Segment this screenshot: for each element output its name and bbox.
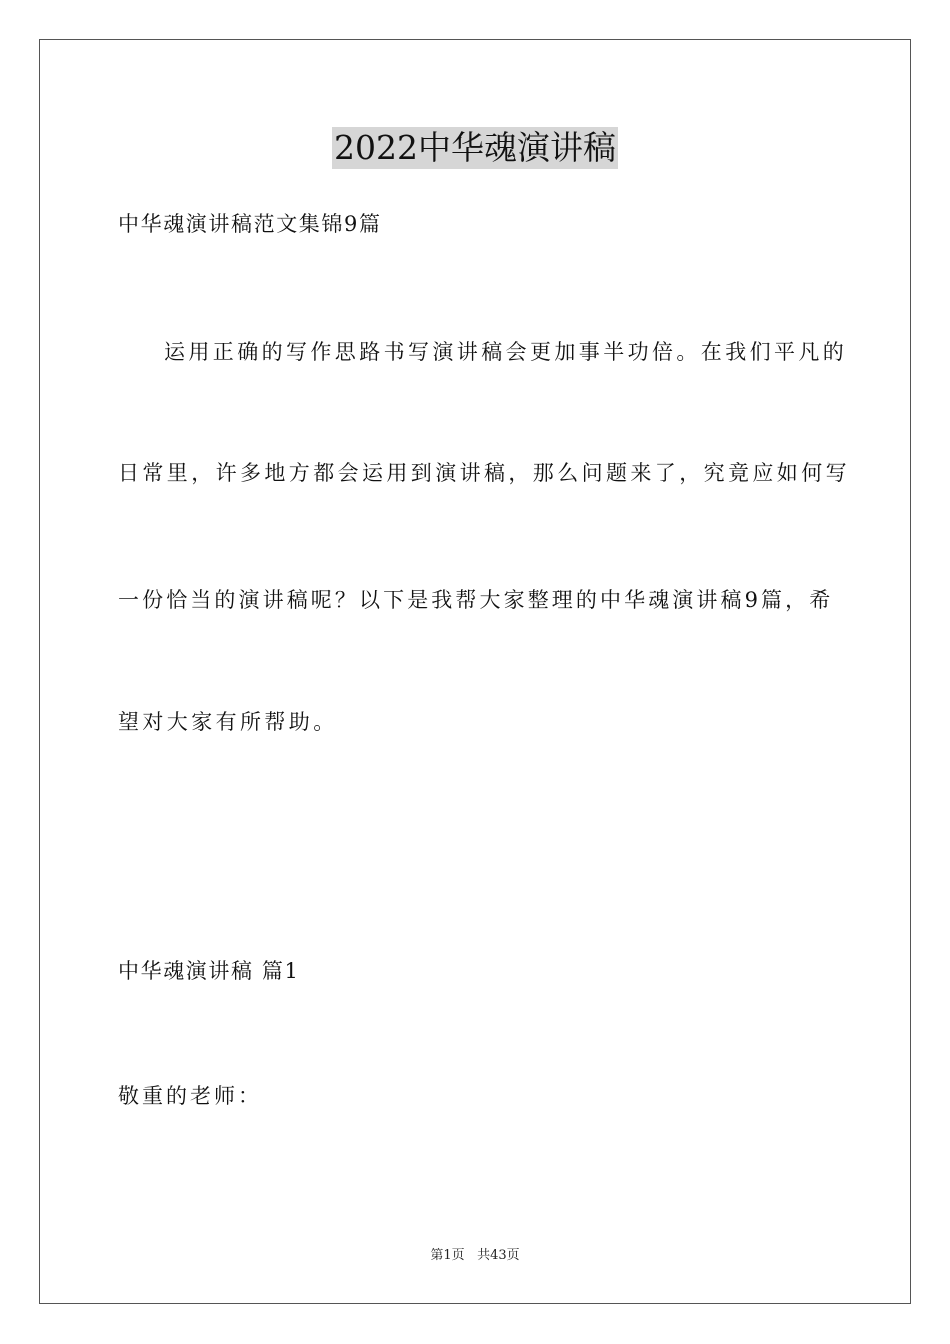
document-subtitle: 中华魂演讲稿范文集锦9篇 xyxy=(118,212,382,236)
paragraph-line: 运用正确的写作思路书写演讲稿会更加事半功倍。在我们平凡的 xyxy=(164,340,848,364)
paragraph-line: 一份恰当的演讲稿呢？以下是我帮大家整理的中华魂演讲稿9篇，希 xyxy=(118,588,834,612)
paragraph-line: 望对大家有所帮助。 xyxy=(118,710,338,734)
page-number-current: 第1页 xyxy=(430,1248,465,1263)
section-heading: 中华魂演讲稿 篇1 xyxy=(118,959,300,983)
greeting-line: 敬重的老师： xyxy=(118,1084,262,1108)
document-title: 2022中华魂演讲稿 xyxy=(334,128,616,167)
page-footer xyxy=(0,1247,950,1265)
title-container xyxy=(0,127,950,169)
paragraph-line: 日常里，许多地方都会运用到演讲稿，那么问题来了，究竟应如何写 xyxy=(118,461,850,485)
page-number-total: 共43页 xyxy=(477,1248,520,1263)
